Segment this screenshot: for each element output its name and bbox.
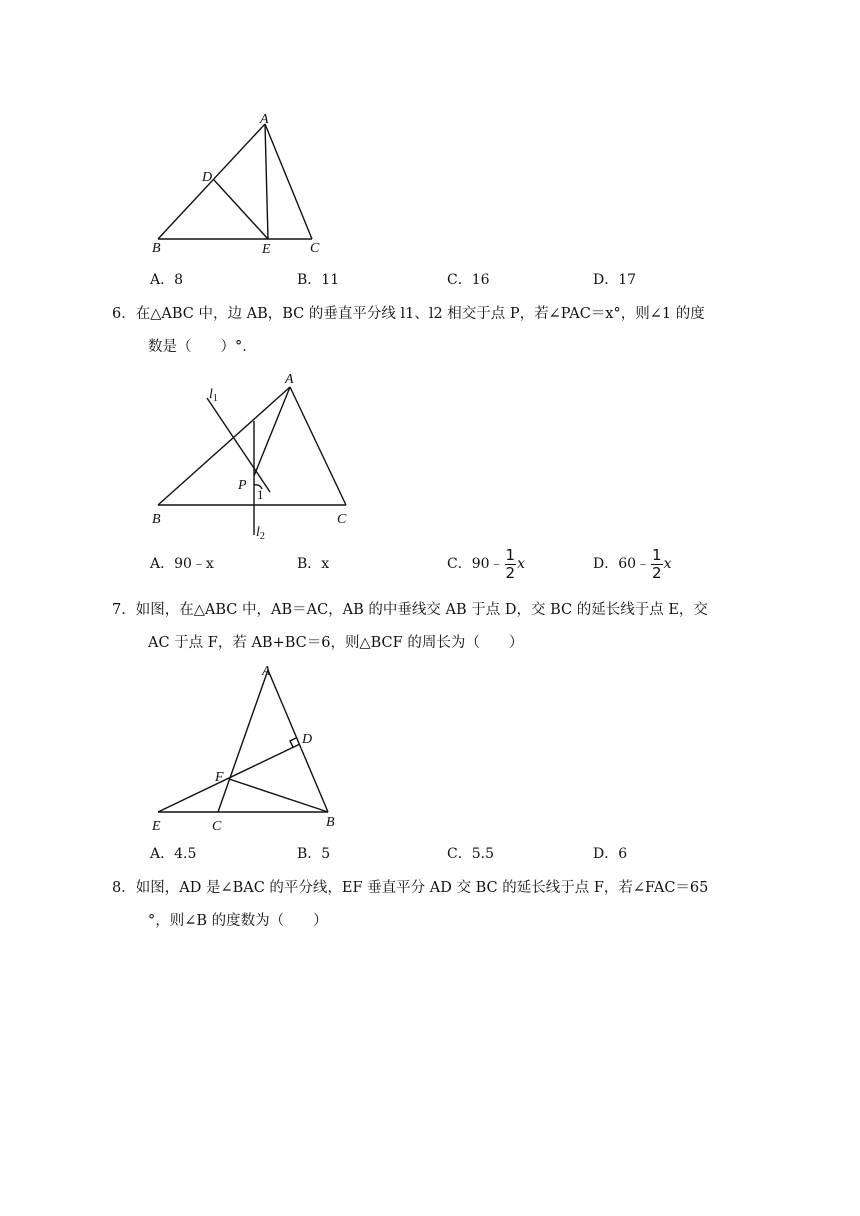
segment-ac xyxy=(218,670,268,812)
label-c: C xyxy=(212,819,222,834)
option-a[interactable]: A．4.5 xyxy=(150,846,197,862)
segment-ac xyxy=(265,124,312,239)
question-7 xyxy=(112,594,735,660)
figure-q7 xyxy=(140,660,350,835)
question-8 xyxy=(112,872,735,938)
label-a: A xyxy=(260,112,269,127)
label-f: F xyxy=(215,770,224,785)
label-l2: $l_2$ xyxy=(256,525,265,542)
segment-ab xyxy=(158,387,290,505)
question-number: 7． xyxy=(112,602,136,618)
segment-de xyxy=(214,180,268,239)
label-e: E xyxy=(152,819,161,834)
label-b: B xyxy=(326,815,335,830)
label-d: D xyxy=(302,732,313,747)
question-6-line2: 数是（ ）°． xyxy=(148,339,257,355)
label-e: E xyxy=(262,242,271,257)
question-number: 6． xyxy=(112,306,136,322)
figure-q6 xyxy=(140,365,370,545)
label-d: D xyxy=(202,170,213,185)
question-7-line1: 7．如图，在△ABC 中，AB＝AC，AB 的中垂线交 AB 于点 D，交 BC 的延长线于点 E，交 xyxy=(112,602,708,618)
label-a: A xyxy=(285,372,294,387)
label-angle-1: 1 xyxy=(257,487,264,502)
question-7-line2: AC 于点 F，若 AB+BC＝6，则△BCF 的周长为（ ） xyxy=(148,635,524,651)
option-c[interactable]: C．5.5 xyxy=(447,846,494,862)
segment-ab xyxy=(268,670,328,812)
question-6-line1: 6．在△ABC 中，边 AB，BC 的垂直平分线 l1、l2 相交于点 P，若∠PAC＝x°，则∠1 的度 xyxy=(112,306,705,322)
label-b: B xyxy=(152,512,161,527)
option-b[interactable]: B．x xyxy=(297,556,330,572)
fraction: $\frac{1}{2}$ xyxy=(652,545,662,582)
option-b[interactable]: B．5 xyxy=(297,846,331,862)
question-6 xyxy=(112,298,735,364)
option-b[interactable]: B．11 xyxy=(297,272,340,288)
options-q6 xyxy=(0,545,860,582)
label-a: A xyxy=(262,664,271,679)
label-p: P xyxy=(238,478,247,493)
option-c[interactable]: C．90﹣ $\frac{1}{2}$ x xyxy=(447,545,525,582)
option-a[interactable]: A．90﹣x xyxy=(150,556,214,572)
segment-fb xyxy=(229,779,328,812)
segment-ed xyxy=(158,744,300,812)
options-q5 xyxy=(0,268,860,292)
label-b: B xyxy=(152,241,161,256)
question-8-line2: °，则∠B 的度数为（ ） xyxy=(148,913,328,929)
question-8-line1: 8．如图，AD 是∠BAC 的平分线，EF 垂直平分 AD 交 BC 的延长线于点 F，若∠FAC＝65 xyxy=(112,880,709,896)
label-c: C xyxy=(337,512,347,527)
fraction: $\frac{1}{2}$ xyxy=(505,545,516,582)
option-d[interactable]: D．6 xyxy=(593,846,628,862)
option-d[interactable]: D．60﹣ $\frac{1}{2}$ x xyxy=(593,545,672,582)
option-a[interactable]: A．8 xyxy=(150,272,184,288)
question-number: 8． xyxy=(112,880,136,896)
segment-ae xyxy=(265,124,268,239)
figure-q5 xyxy=(140,105,340,260)
segment-ap xyxy=(254,387,290,476)
label-l1: $l_1$ xyxy=(209,387,218,404)
options-q7 xyxy=(0,842,860,866)
option-c[interactable]: C．16 xyxy=(447,272,490,288)
segment-ac xyxy=(290,387,346,505)
label-c: C xyxy=(310,241,320,256)
option-d[interactable]: D．17 xyxy=(593,272,637,288)
